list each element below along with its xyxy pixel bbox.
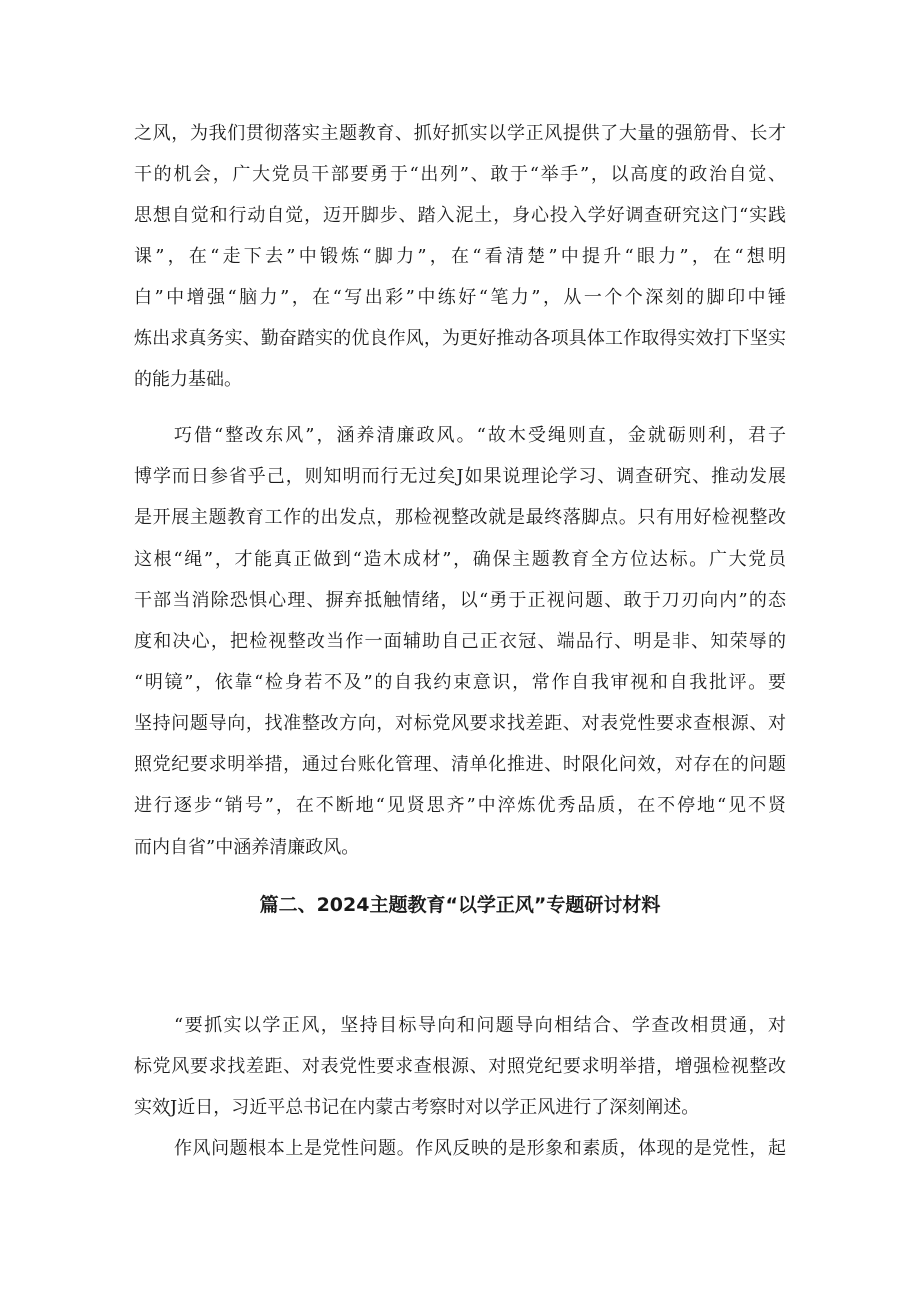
text-line: 这根“绳”，才能真正做到“造木成材”，确保主题教育全方位达标。广大党员 xyxy=(134,549,786,570)
text-line: 是开展主题教育工作的出发点，那检视整改就是最终落脚点。只有用好检视整改 xyxy=(134,507,786,528)
text-line: 度和决心，把检视整改当作一面辅助自己正衣冠、端品行、明是非、知荣辱的 xyxy=(134,631,786,652)
section-heading: 篇二、2024主题教育“以学正风”专题研讨材料 xyxy=(259,894,661,916)
text-line: 坚持问题导向，找准整改方向，对标党风要求找差距、对表党性要求查根源、对 xyxy=(134,713,786,734)
text-line: “明镜”，依靠“检身若不及”的自我约束意识，常作自我审视和自我批评。要 xyxy=(134,672,786,693)
text-line: 之风，为我们贯彻落实主题教育、抓好抓实以学正风提供了大量的强筋骨、长才 xyxy=(134,123,786,144)
text-line: 标党风要求找差距、对表党性要求查根源、对照党纪要求明举措，增强检视整改 xyxy=(134,1056,786,1077)
text-line: 照党纪要求明举措，通过台账化管理、清单化推进、时限化问效，对存在的问题 xyxy=(134,754,786,775)
text-line: 进行逐步“销号”，在不断地“见贤思齐”中淬炼优秀品质，在不停地“见不贤 xyxy=(134,795,786,816)
text-line: 思想自觉和行动自觉，迈开脚步、踏入泥土，身心投入学好调查研究这门“实践 xyxy=(134,205,786,226)
text-line: 课”，在“走下去”中锻炼“脚力”，在“看清楚”中提升“眼力”，在“想明 xyxy=(134,246,786,267)
text-line: 博学而日参省乎己，则知明而行无过矣J如果说理论学习、调查研究、推动发展 xyxy=(134,466,786,487)
text-line: 巧借“整改东风”，涵养清廉政风。“故木受绳则直，金就砺则利，君子 xyxy=(174,425,786,446)
text-line: 实效J近日，习近平总书记在内蒙古考察时对以学正风进行了深刻阐述。 xyxy=(134,1097,700,1118)
text-line: 的能力基础。 xyxy=(134,369,242,390)
text-line: “要抓实以学正风，坚持目标导向和问题导向相结合、学查改相贯通，对 xyxy=(174,1015,786,1036)
text-line: 干的机会，广大党员干部要勇于“出列”、敢于“举手”，以高度的政治自觉、 xyxy=(134,164,786,185)
text-line: 而内自省”中涵养清廉政风。 xyxy=(134,837,360,858)
text-line: 白”中增强“脑力”，在“写出彩”中练好“笔力”，从一个个深刻的脚印中锤 xyxy=(134,287,786,308)
text-line: 作风问题根本上是党性问题。作风反映的是形象和素质，体现的是党性，起 xyxy=(174,1138,786,1159)
text-line: 干部当消除恐惧心理、摒弃抵触情绪，以“勇于正视问题、敢于刀刃向内”的态 xyxy=(134,590,786,611)
text-line: 炼出求真务实、勤奋踏实的优良作风，为更好推动各项具体工作取得实效打下坚实 xyxy=(134,328,786,349)
